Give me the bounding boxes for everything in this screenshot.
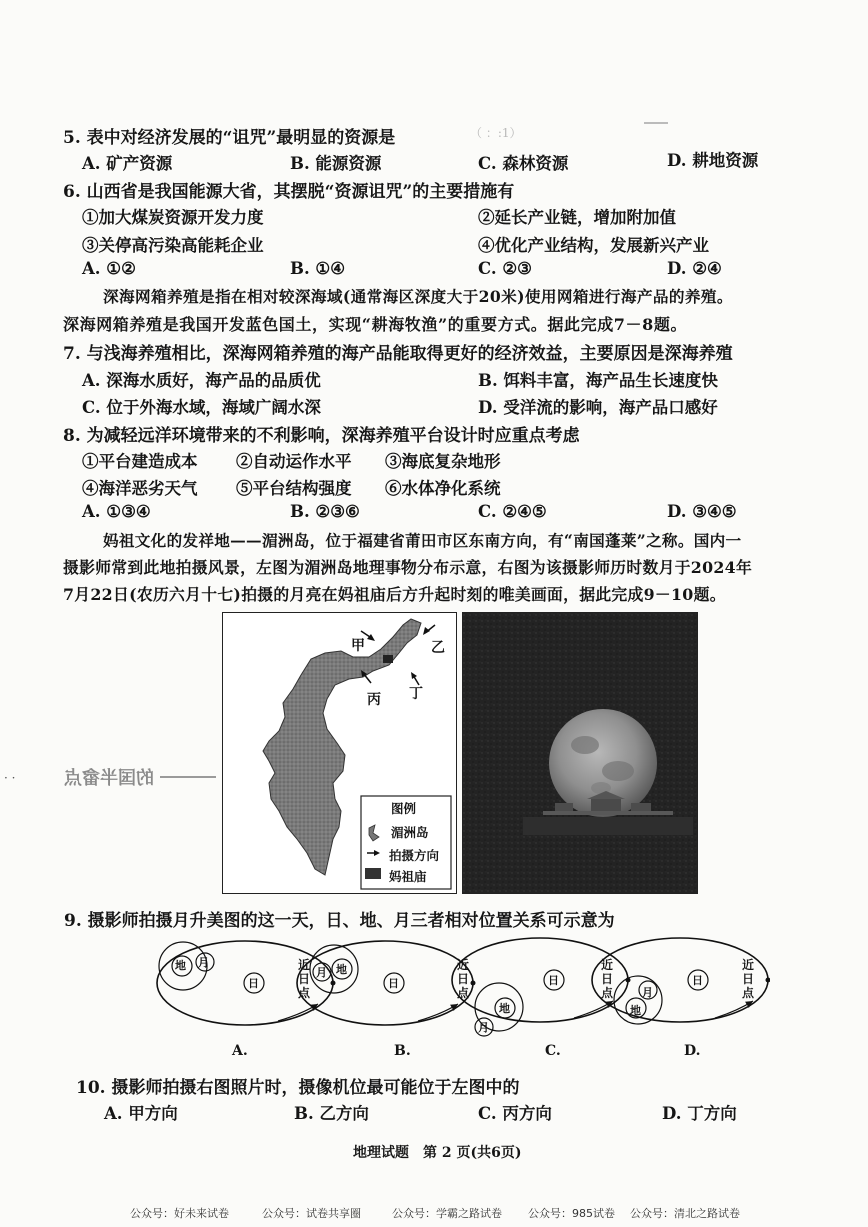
q7-stem: 7. 与浅海养殖相比，深海网箱养殖的海产品能取得更好的经济效益，主要原因是深海养殖 (63, 344, 733, 364)
passage1-line2: 深海网箱养殖是我国开发蓝色国土，实现“耕海牧渔”的重要方式。据此完成7－8题。 (63, 315, 688, 334)
q5-option-d[interactable]: D. 耕地资源 (667, 151, 759, 170)
diagram-a-perihelion: 近 日 点 (298, 958, 311, 1000)
q8-item-5: ⑤平台结构强度 (236, 479, 352, 498)
q6-item-1: ①加大煤炭资源开发力度 (82, 208, 264, 227)
label-ding: 丁 (409, 686, 423, 702)
watermark-3: 公众号：学霸之路试卷 (392, 1207, 502, 1220)
watermark-5: 公众号：清北之路试卷 (630, 1207, 740, 1220)
q5-option-a[interactable]: A. 矿产资源 (82, 154, 173, 173)
passage2-line2: 摄影师常到此地拍摄风景，左图为湄洲岛地理事物分布示意，右图为该摄影师历时数月于2024年 (63, 558, 753, 577)
q10-option-c[interactable]: C. 丙方向 (478, 1104, 552, 1123)
q8-option-a[interactable]: A. ①③④ (82, 502, 151, 521)
diagram-c-moon-label: 月 (478, 1021, 489, 1034)
diagram-c-earth-label: 地 (499, 1002, 510, 1015)
diagram-d-perihelion-dot (766, 978, 771, 983)
diagram-d-moon-label: 月 (642, 986, 653, 999)
page-footer: 地理试题 第 2 页(共6页) (353, 1145, 522, 1161)
q8-stem: 8. 为减轻远洋环境带来的不利影响，深海养殖平台设计时应重点考虑 (63, 426, 580, 446)
direction-arrow-yi (423, 625, 435, 635)
passage2-line3: 7月22日(农历六月十七)拍摄的月亮在妈祖庙后方升起时刻的唯美画面，据此完成9－10题。 (63, 585, 726, 604)
q6-option-d[interactable]: D. ②④ (667, 259, 722, 278)
bleed-through-text: 的国半畲点 (64, 768, 154, 789)
q8-item-6: ⑥水体净化系统 (385, 479, 501, 498)
meizhou-island-map (222, 612, 457, 894)
q9-stem: 9. 摄影师拍摄月升美图的这一天，日、地、月三者相对位置关系可示意为 (64, 911, 615, 931)
diagram-b-moon-label: 月 (316, 966, 327, 979)
moonrise-photo-drawing (463, 613, 697, 893)
q5-option-b[interactable]: B. 能源资源 (290, 154, 382, 173)
passage2-line1: 妈祖文化的发祥地——湄洲岛，位于福建省莆田市区东南方向，有“南国蓬莱”之称。国内一 (103, 531, 742, 550)
q10-option-b[interactable]: B. 乙方向 (294, 1104, 369, 1123)
q6-option-c[interactable]: C. ②③ (478, 259, 532, 278)
legend-title: 图例 (391, 801, 417, 816)
diagram-b-perihelion-dot (471, 981, 476, 986)
diagram-d-earth-label: 地 (630, 1004, 641, 1017)
faint-header-mark: （ ：:1） (470, 126, 522, 140)
diagram-d-sun-label: 日 (692, 974, 703, 987)
moonrise-photo (462, 612, 698, 894)
label-jia: 甲 (351, 638, 365, 654)
q10-option-a[interactable]: A. 甲方向 (104, 1104, 178, 1123)
legend-direction: 拍摄方向 (389, 848, 440, 863)
q6-item-4: ④优化产业结构，发展新兴产业 (478, 236, 709, 255)
q6-stem: 6. 山西省是我国能源大省，其摆脱“资源诅咒”的主要措施有 (63, 182, 515, 202)
faint-dash (644, 122, 668, 124)
q7-option-c[interactable]: C. 位于外海水域，海域广阔水深 (82, 398, 321, 417)
q9-option-c[interactable]: C. (545, 1043, 561, 1059)
bleed-dot: · · (4, 771, 16, 785)
q10-stem: 10. 摄影师拍摄右图照片时，摄像机位最可能位于左图中的 (76, 1078, 520, 1098)
q9-option-a[interactable]: A. (232, 1043, 248, 1059)
passage1-line1: 深海网箱养殖是指在相对较深海域(通常海区深度大于20米)使用网箱进行海产品的养殖。 (103, 287, 733, 306)
q10-option-d[interactable]: D. 丁方向 (662, 1104, 737, 1123)
diagram-a-earth-label: 地 (175, 959, 186, 972)
q7-option-a[interactable]: A. 深海水质好，海产品的品质优 (82, 371, 321, 390)
diagram-a-moon-label: 月 (198, 956, 209, 969)
q8-option-d[interactable]: D. ③④⑤ (667, 502, 737, 521)
label-yi: 乙 (431, 640, 445, 656)
diagram-b-sun-label: 日 (388, 977, 399, 990)
q8-item-1: ①平台建造成本 (82, 452, 198, 471)
q8-option-b[interactable]: B. ②③⑥ (290, 502, 360, 521)
q8-option-c[interactable]: C. ②④⑤ (478, 502, 547, 521)
q6-option-b[interactable]: B. ①④ (290, 259, 346, 278)
diagram-d-perihelion: 近 日 点 (742, 958, 755, 1000)
watermark-2: 公众号：试卷共享圈 (262, 1207, 361, 1220)
q7-option-d[interactable]: D. 受洋流的影响，海产品口感好 (478, 398, 718, 417)
q5-stem: 5. 表中对经济发展的“诅咒”最明显的资源是 (63, 128, 396, 148)
legend-island: 湄洲岛 (391, 825, 429, 840)
q6-item-2: ②延长产业链，增加附加值 (478, 208, 676, 227)
diagram-a-perihelion-dot (331, 981, 336, 986)
temple-marker (383, 655, 393, 663)
q5-option-c[interactable]: C. 森林资源 (478, 154, 569, 173)
q6-item-3: ③关停高污染高能耗企业 (82, 236, 264, 255)
watermark-1: 公众号：好未来试卷 (130, 1207, 229, 1220)
legend-temple-symbol (365, 868, 381, 879)
q9-option-b[interactable]: B. (394, 1043, 411, 1059)
watermark-4: 公众号：985试卷 (528, 1207, 615, 1220)
diagram-b[interactable] (297, 941, 476, 1025)
q7-option-b[interactable]: B. 饵料丰富，海产品生长速度快 (478, 371, 718, 390)
diagram-c-sun-label: 日 (548, 974, 559, 987)
q9-option-d[interactable]: D. (684, 1043, 701, 1059)
bleed-line (160, 776, 216, 778)
q8-item-4: ④海洋恶劣天气 (82, 479, 198, 498)
diagram-b-perihelion: 近 日 点 (457, 958, 470, 1000)
q8-item-3: ③海底复杂地形 (385, 452, 501, 471)
q6-option-a[interactable]: A. ①② (82, 259, 136, 278)
diagram-b-earth-label: 地 (336, 963, 347, 976)
diagram-a-sun-label: 日 (248, 977, 259, 990)
label-bing: 丙 (367, 692, 381, 708)
legend-temple: 妈祖庙 (389, 869, 427, 884)
diagram-c-perihelion: 近 日 点 (601, 958, 614, 1000)
q8-item-2: ②自动运作水平 (236, 452, 352, 471)
